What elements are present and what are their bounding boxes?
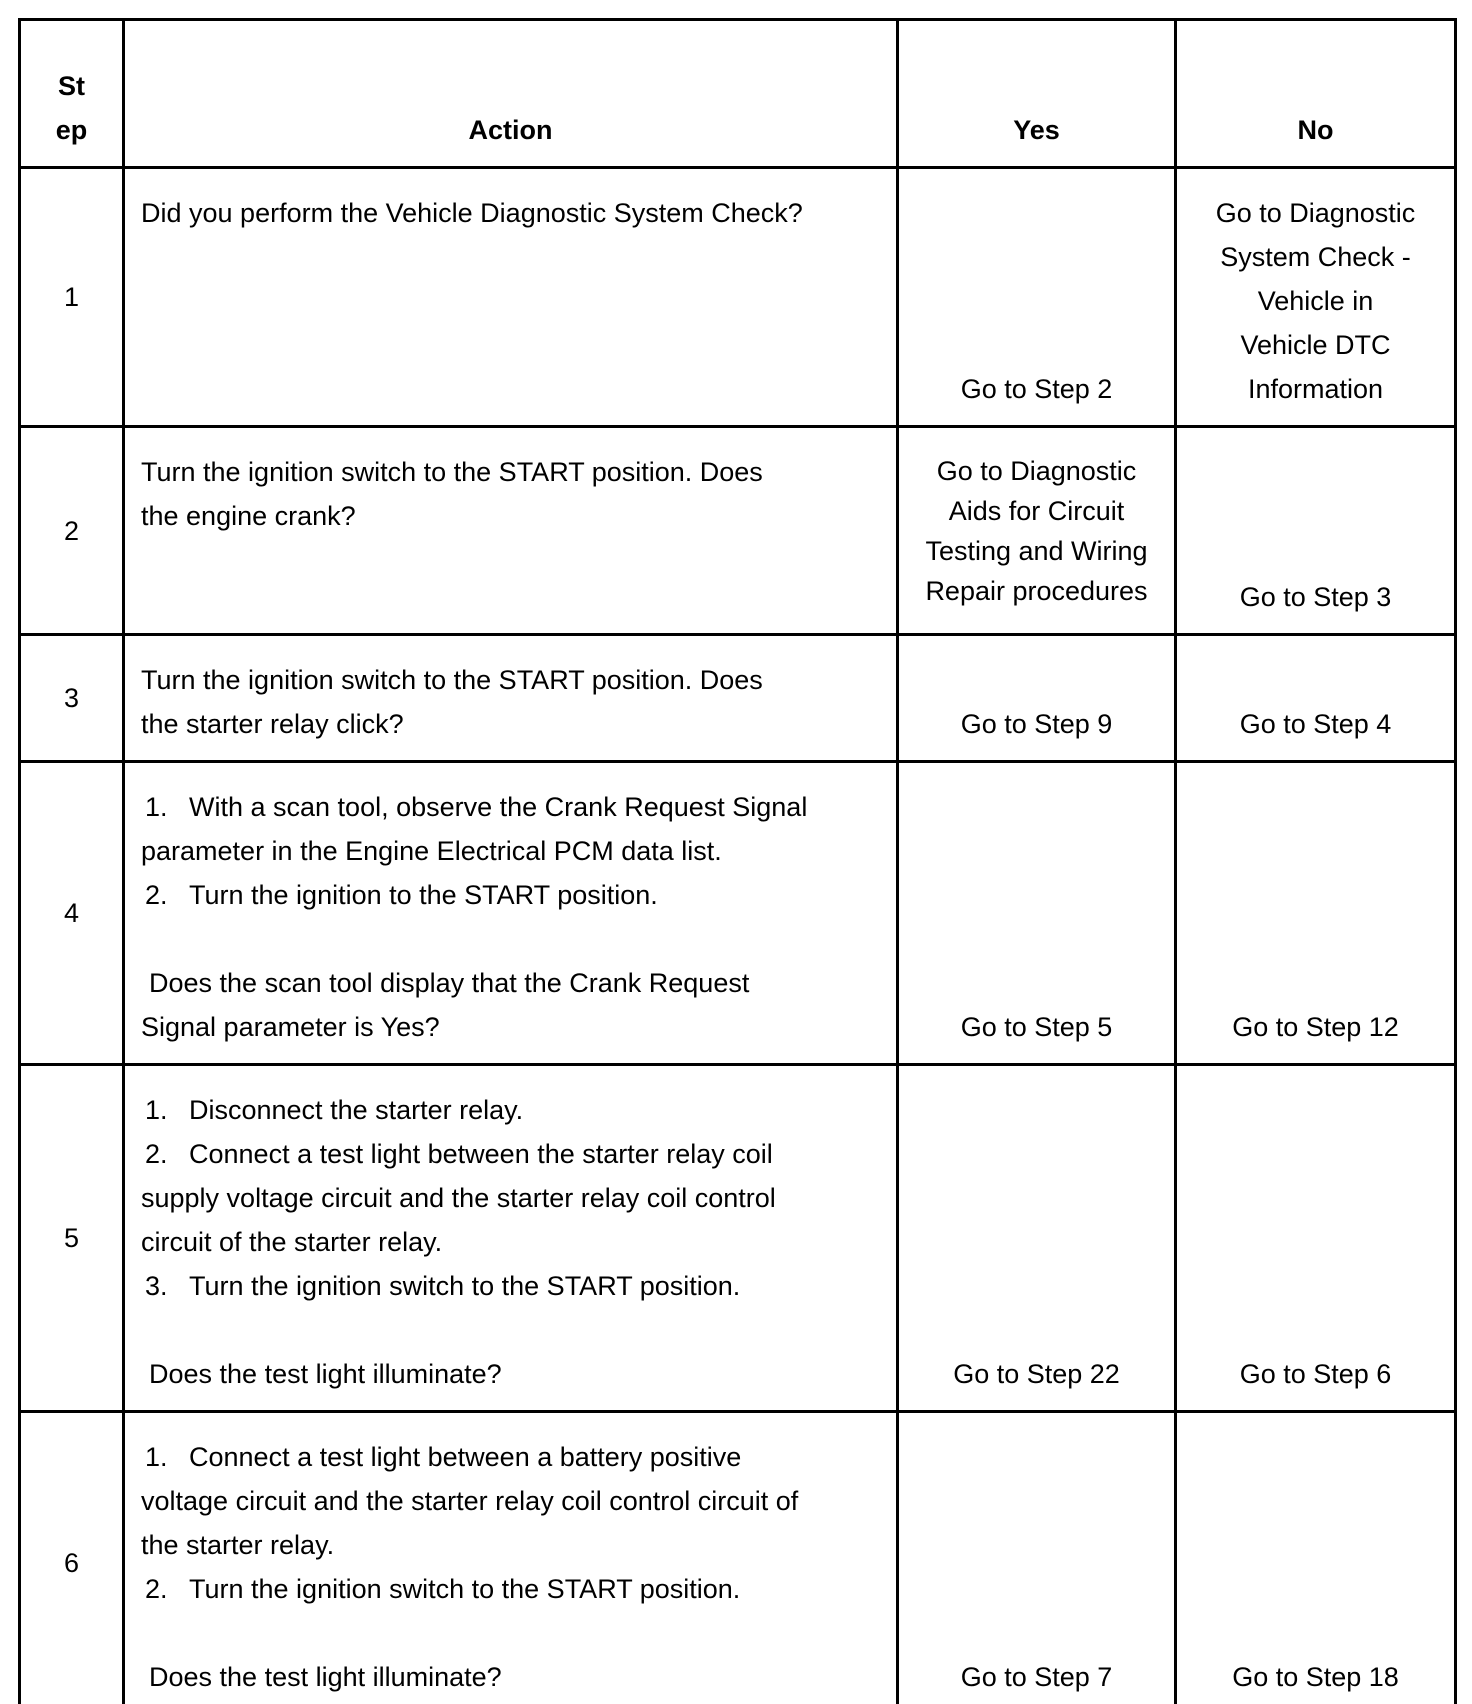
header-no: No: [1176, 20, 1456, 168]
yes-result: Go to Step 9: [960, 709, 1113, 739]
header-yes: Yes: [898, 20, 1176, 168]
action-item: [141, 785, 878, 829]
header-step-line2: ep: [55, 115, 88, 145]
item-text: With a scan tool, observe the Crank Request Signal: [189, 792, 808, 822]
item-text: Connect a test light between a battery positive: [189, 1442, 742, 1472]
question-line: Does the test light illuminate?: [149, 1359, 502, 1389]
no-cell: [1176, 1065, 1456, 1412]
yes-result: Go to Step 7: [960, 1662, 1113, 1692]
table-row: [20, 168, 1456, 427]
blank-line: [141, 1611, 878, 1655]
yes-cell: [898, 427, 1176, 635]
item-text: Turn the ignition to the START position.: [189, 880, 658, 910]
yes-result-line: Go to Diagnostic: [936, 455, 1137, 486]
action-cell: [124, 1065, 898, 1412]
action-cell: [124, 762, 898, 1065]
item-number: 1.: [145, 792, 168, 822]
no-cell: [1176, 168, 1456, 427]
header-action: Action: [124, 20, 898, 168]
no-result-line: Vehicle in: [1257, 286, 1374, 316]
item-number: 1.: [145, 1095, 168, 1125]
table-row: [20, 1065, 1456, 1412]
item-number: 2.: [145, 880, 168, 910]
yes-cell: [898, 168, 1176, 427]
no-result-line: Vehicle DTC: [1240, 330, 1391, 360]
item-text-line: parameter in the Engine Electrical PCM data list.: [141, 836, 722, 866]
item-number: 3.: [145, 1271, 168, 1301]
table-row: [20, 427, 1456, 635]
no-cell: [1176, 635, 1456, 762]
no-result: Go to Step 12: [1232, 1012, 1399, 1042]
question-line: Does the scan tool display that the Crank Request: [149, 968, 750, 998]
no-result: Go to Step 4: [1239, 709, 1392, 739]
step-number: 2: [20, 427, 124, 635]
yes-cell: [898, 762, 1176, 1065]
no-cell: [1176, 427, 1456, 635]
yes-result: Go to Step 2: [960, 374, 1113, 404]
step-number: 3: [20, 635, 124, 762]
action-cell: [124, 427, 898, 635]
yes-result: Go to Step 5: [960, 1012, 1113, 1042]
blank-line: [141, 917, 878, 961]
header-step: [20, 20, 124, 168]
action-cell: [124, 1412, 898, 1704]
table-header-row: [20, 20, 1456, 168]
action-item: [141, 1088, 878, 1132]
yes-cell: [898, 635, 1176, 762]
no-result: Go to Step 18: [1232, 1662, 1399, 1692]
table-row: [20, 635, 1456, 762]
action-text-line: the starter relay click?: [141, 709, 404, 739]
item-number: 1.: [145, 1442, 168, 1472]
item-text-line: supply voltage circuit and the starter relay coil control: [141, 1183, 776, 1213]
no-result: Go to Step 6: [1239, 1359, 1392, 1389]
no-result-line: Go to Diagnostic: [1215, 198, 1416, 228]
item-text: Turn the ignition switch to the START position.: [189, 1574, 741, 1604]
item-number: 2.: [145, 1574, 168, 1604]
item-text: Turn the ignition switch to the START position.: [189, 1271, 741, 1301]
no-result: Go to Step 3: [1239, 582, 1392, 612]
item-text: Connect a test light between the starter relay coil: [189, 1139, 773, 1169]
action-text-line: Turn the ignition switch to the START position. Does: [141, 665, 763, 695]
diagnostic-table: [18, 18, 1457, 1704]
action-text: Did you perform the Vehicle Diagnostic System Check?: [141, 198, 803, 228]
blank-line: [141, 1308, 878, 1352]
yes-cell: [898, 1412, 1176, 1704]
action-item: [141, 1132, 878, 1176]
yes-result-line: Testing and Wiring: [925, 535, 1148, 566]
no-cell: [1176, 1412, 1456, 1704]
action-cell: [124, 635, 898, 762]
table-row: [20, 762, 1456, 1065]
no-cell: [1176, 762, 1456, 1065]
action-text-line: the engine crank?: [141, 501, 356, 531]
header-step-line1: St: [58, 71, 85, 101]
action-item: [141, 873, 878, 917]
step-number: 1: [20, 168, 124, 427]
step-number: 4: [20, 762, 124, 1065]
action-item: [141, 1435, 878, 1479]
action-item: [141, 1264, 878, 1308]
no-result-line: System Check -: [1220, 242, 1411, 272]
action-item: [141, 1567, 878, 1611]
yes-cell: [898, 1065, 1176, 1412]
item-text: Disconnect the starter relay.: [189, 1095, 524, 1125]
question-line: Does the test light illuminate?: [149, 1662, 502, 1692]
item-text-line: circuit of the starter relay.: [141, 1227, 443, 1257]
item-number: 2.: [145, 1139, 168, 1169]
yes-result-line: Aids for Circuit: [948, 495, 1125, 526]
item-text-line: voltage circuit and the starter relay coil control circuit of: [141, 1486, 799, 1516]
action-cell: [124, 168, 898, 427]
yes-result-line: Repair procedures: [925, 575, 1148, 606]
action-text-line: Turn the ignition switch to the START position. Does: [141, 457, 763, 487]
table-row: [20, 1412, 1456, 1704]
step-number: 6: [20, 1412, 124, 1704]
question-line: Signal parameter is Yes?: [141, 1012, 440, 1042]
no-result-line: Information: [1247, 374, 1384, 404]
item-text-line: the starter relay.: [141, 1530, 335, 1560]
yes-result: Go to Step 22: [953, 1359, 1120, 1389]
step-number: 5: [20, 1065, 124, 1412]
